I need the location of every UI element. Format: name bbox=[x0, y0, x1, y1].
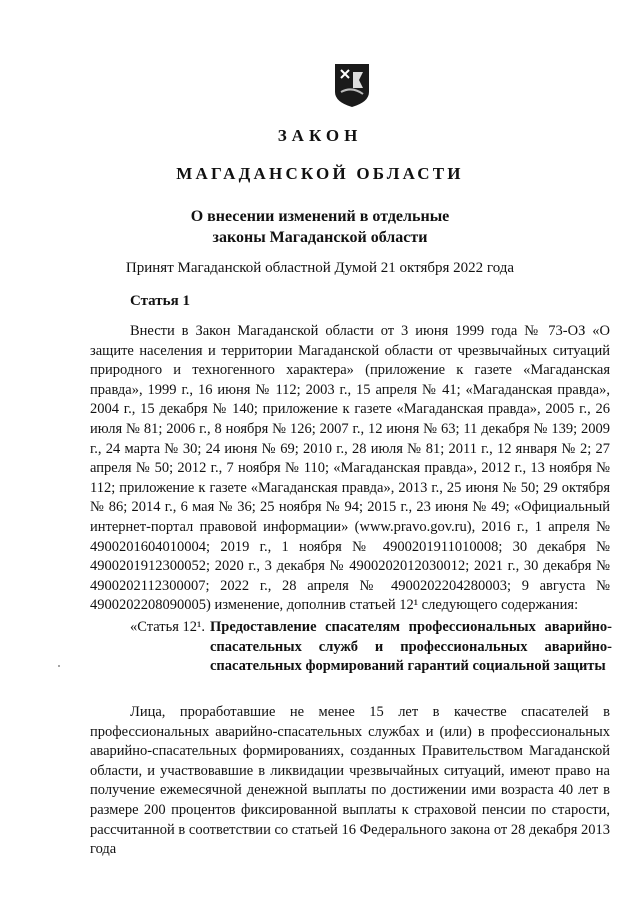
document-region-title: МАГАДАНСКОЙ ОБЛАСТИ bbox=[176, 164, 464, 183]
scan-speck bbox=[58, 665, 60, 667]
article-heading: Статья 1 bbox=[130, 293, 190, 309]
article-body: Внести в Закон Магаданской области от 3 июня 1999 года № 73-ОЗ «О защите населения и территории Магаданской области от чрезвычайных ситуаций природного и техногенного характера» (приложение к газете «Магаданская правда», 1999 г., 16 июня № 112; 2003 г., 15 апреля № 41; «Магаданская правда», 2004 г., 15 декабря № 140; приложение к газете «Магаданская правда», 2005 г., 26 июля № 81; 2006 г., 8 ноября № 126; 2007 г., 12 июня № 63; 11 декабря № 139; 2009 г., 24 марта № 30; 24 июня № 69; 2010 г., 28 июля № 81; 2011 г., 12 января № 2; 27 апреля № 50; 2012 г., 7 ноября № 110; «Магаданская правда», 2012 г., 13 ноября № 112; приложение к газете «Магаданская правда», 2013 г., 25 июня № 50; 29 октября № 86; 2014 г., 6 мая № 36; 25 ноября № 94; 2015 г., 23 июня № 49; «Официальный интернет-портал правовой информации» (www.pravo.gov.ru), 2016 г., 1 апреля № 4900201604010004; 2019 г., 1 ноября № 4900201911010008; 30 декабря № 4900201912300052; 2020 г., 3 декабря № 4900202012030012; 2021 г., 30 декабря № 4900202112300007; 2022 г., 28 апреля № 4900202204280003; 9 августа № 4900202208090005) изменение, дополнив статьей 12¹ следующего содержания: bbox=[90, 323, 610, 614]
adoption-date: Принят Магаданской областной Думой 21 октября 2022 года bbox=[125, 260, 515, 276]
quoted-article-number: «Статья 12¹. bbox=[130, 619, 206, 635]
paragraph: Лица, проработавшие не менее 15 лет в качестве спасателей в профессиональных аварийно-спасательных службах и (или) в профессиональных аварийно-спасательных формированиях, созданных Правительством Магаданской области, и участвовавшие в ликвидации чрезвычайных ситуаций, имеют право на получение ежемесячной денежной выплаты по достижении ими возраста 40 лет в размере 200 процентов фиксированной выплаты к страховой пенсии по старости, рассчитанной в соответствии со статьей 16 Федерального закона от 28 декабря 2013 года bbox=[90, 704, 610, 858]
coat-of-arms-emblem bbox=[333, 62, 371, 108]
quoted-article-title: Предоставление спасателям профессиональных аварийно-спасательных служб и профессиональных аварийно-спасательных формирований гарантий социальной защиты bbox=[210, 619, 612, 675]
document-subtitle: О внесении изменений в отдельные законы Магаданской области bbox=[190, 208, 450, 246]
document-title: ЗАКОН bbox=[277, 126, 363, 145]
